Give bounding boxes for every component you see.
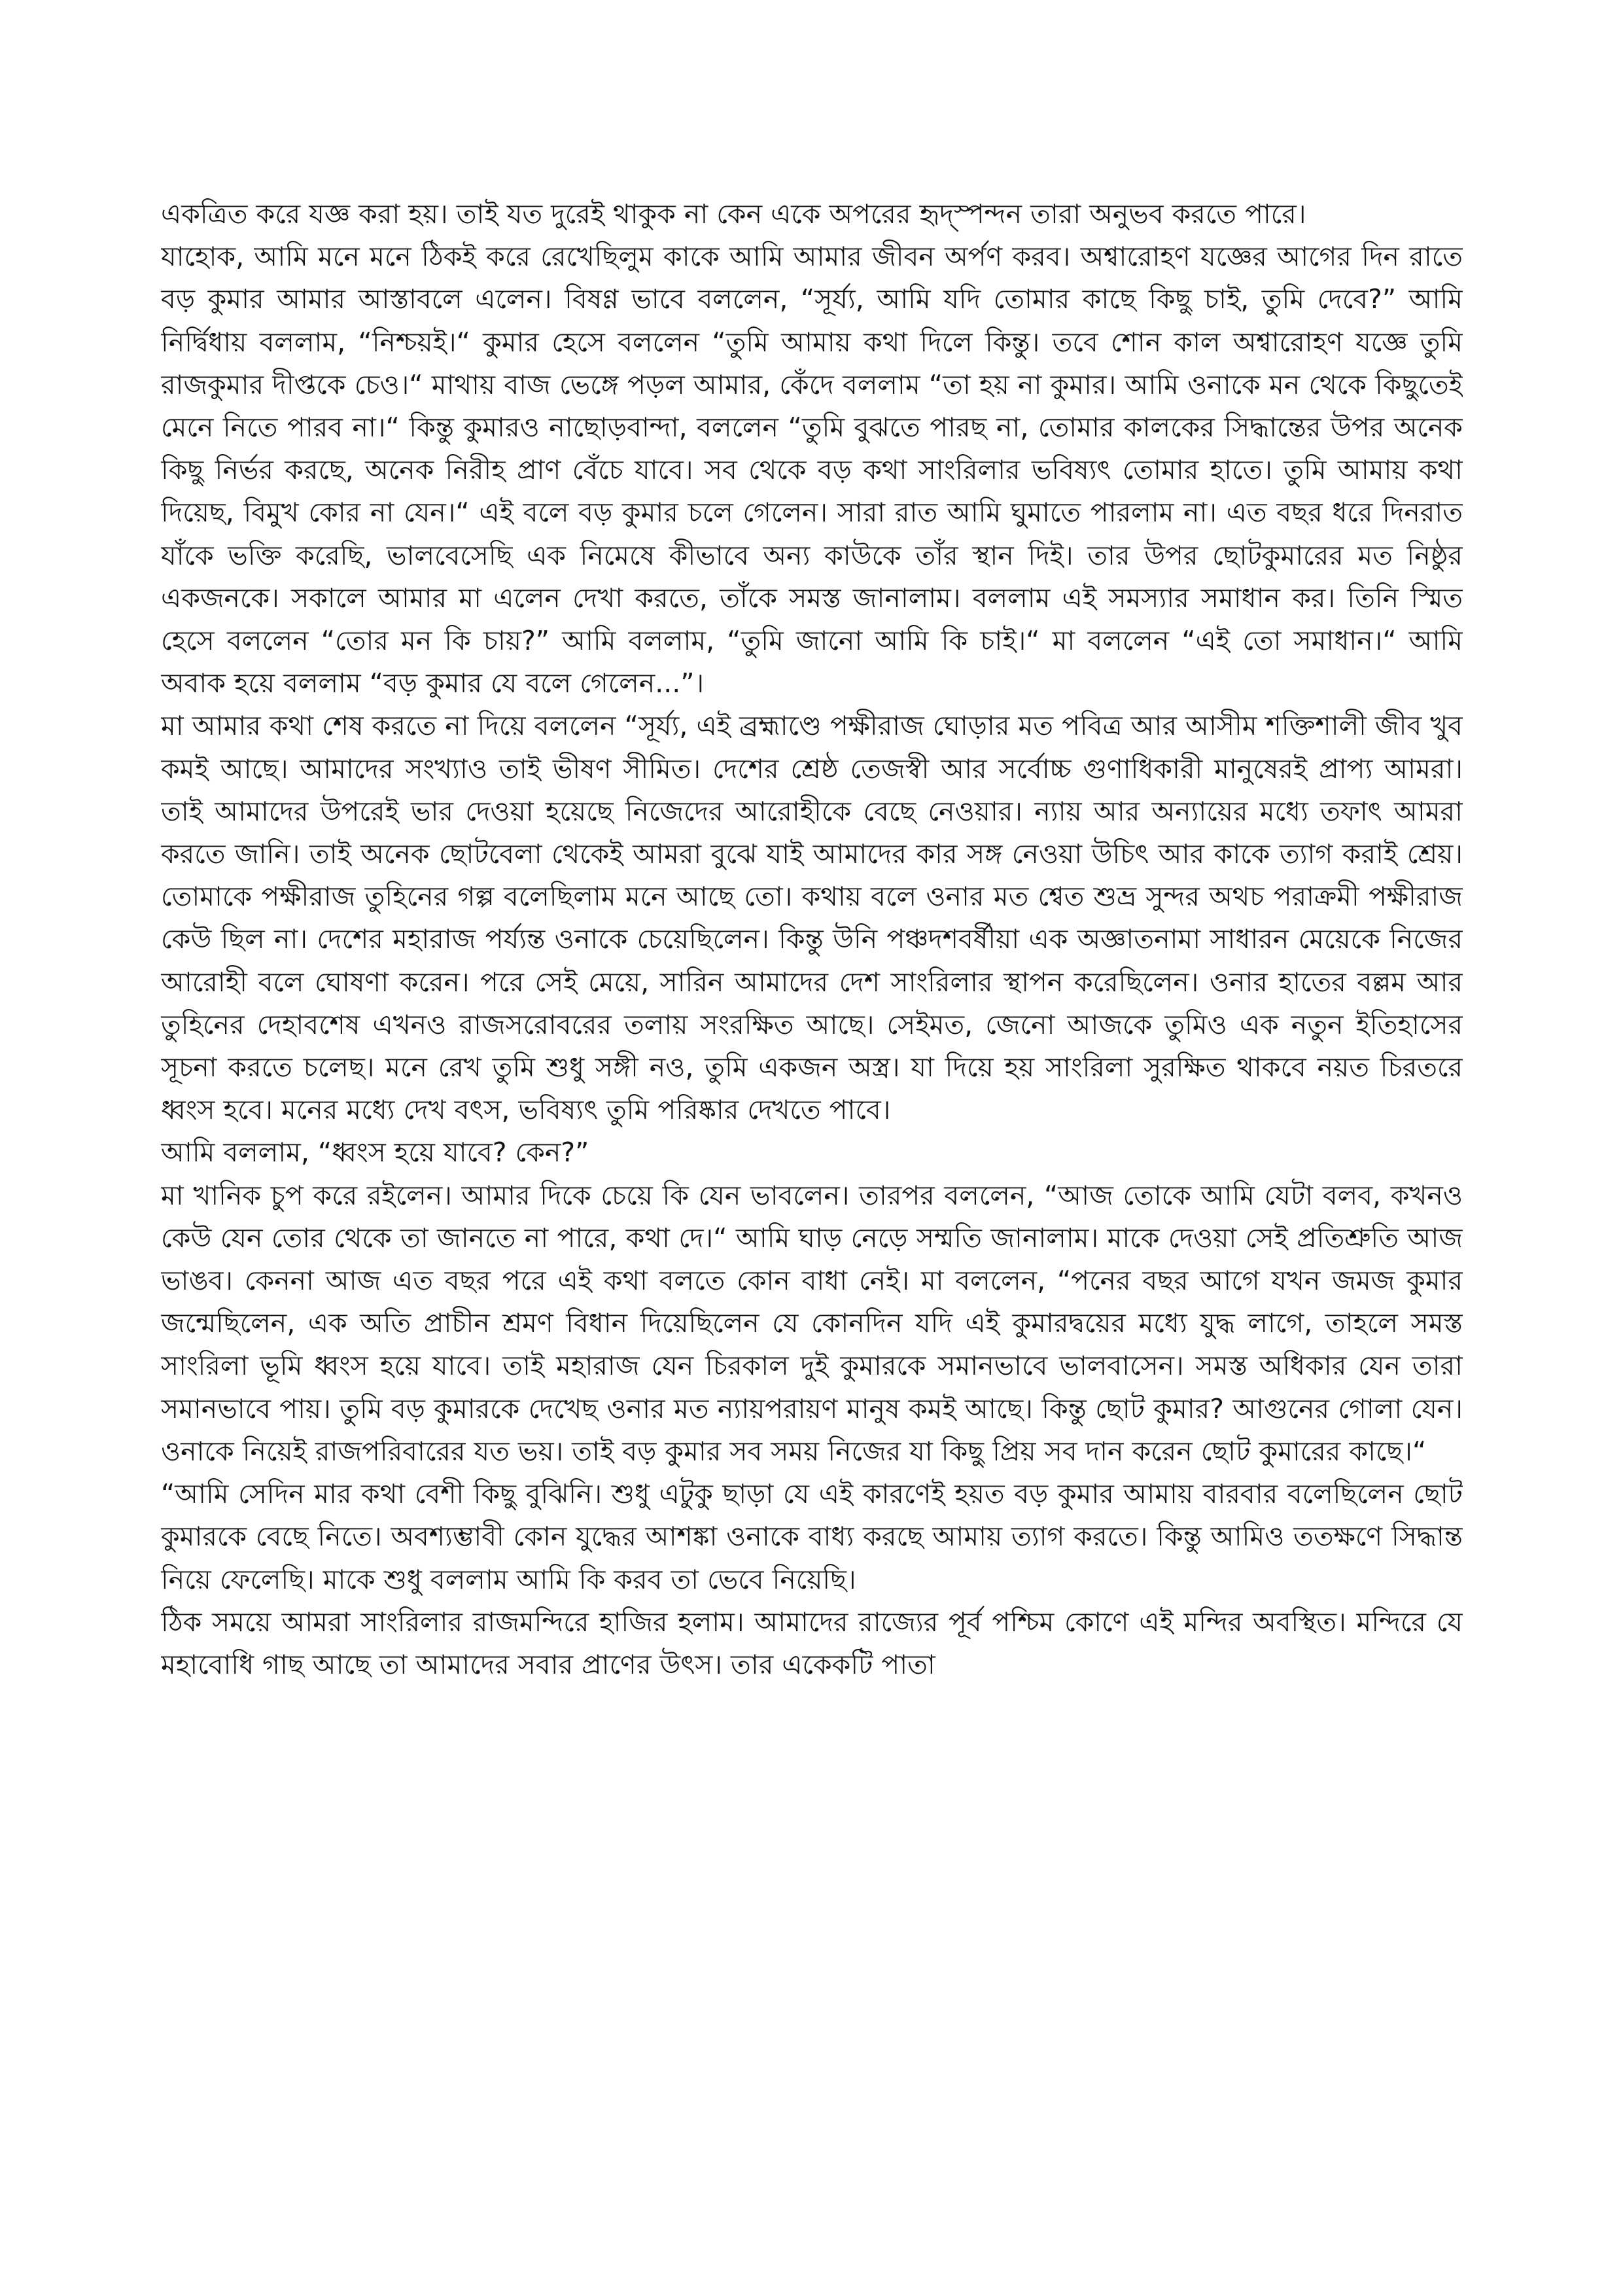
paragraph: মা খানিক চুপ করে রইলেন। আমার দিকে চেয়ে কি যেন ভাবলেন। তারপর বললেন, “আজ তোকে আমি যেটা বলব, কখনও কেউ যেন তোর থেকে তা জানতে না পারে, কথা দে।“ আমি ঘাড় নেড়ে সম্মতি জানালাম। মাকে দেওয়া সেই প্রতিশ্রুতি আজ ভাঙব। কেননা আজ এত বছর পরে এই কথা বলতে কোন বাধা নেই। মা বললেন, “পনের বছর আগে যখন জমজ কুমার জন্মেছিলেন, এক অতি প্রাচীন শ্রমণ বিধান দিয়েছিলেন যে কোনদিন যদি এই কুমারদ্বয়ের মধ্যে যুদ্ধ লাগে, তাহলে সমস্ত সাংরিলা ভূমি ধ্বংস হয়ে যাবে। তাই মহারাজ যেন চিরকাল দুই কুমারকে সমানভাবে ভালবাসেন। সমস্ত অধিকার যেন তারা সমানভাবে পায়। তুমি বড় কুমারকে দেখেছ ওনার মত ন্যায়পরায়ণ মানুষ কমই আছে। কিন্তু ছোট কুমার? আগুনের গোলা যেন। ওনাকে নিয়েই রাজপরিবারের যত ভয়। তাই বড় কুমার সব সময় নিজের যা কিছু প্রিয় সব দান করেন ছোট কুমারের কাছে।“ bbox=[161, 1179, 1463, 1467]
paragraph: একত্রিত করে যজ্ঞ করা হয়। তাই যত দুরেই থাকুক না কেন একে অপরের হৃদ্‌স্পন্দন তারা অনুভব করতে পারে। bbox=[161, 198, 1306, 230]
paragraph: “আমি সেদিন মার কথা বেশী কিছু বুঝিনি। শুধু এটুকু ছাড়া যে এই কারণেই হয়ত বড় কুমার আমায় বারবার বলেছিলেন ছোট কুমারকে বেছে নিতে। অবশ্যম্ভাবী কোন যুদ্ধের আশঙ্কা ওনাকে বাধ্য করছে আমায় ত্যাগ করতে। কিন্তু আমিও ততক্ষণে সিদ্ধান্ত নিয়ে ফেলেছি। মাকে শুধু বললাম আমি কি করব তা ভেবে নিয়েছি। bbox=[161, 1478, 1463, 1595]
paragraph: আমি বললাম, “ধ্বংস হয়ে যাবে? কেন?” bbox=[161, 1137, 589, 1169]
document-page bbox=[161, 193, 1463, 2221]
paragraph: ঠিক সময়ে আমরা সাংরিলার রাজমন্দিরে হাজির হলাম। আমাদের রাজ্যের পূর্ব পশ্চিম কোণে এই মন্দির অবস্থিত। মন্দিরে যে মহাবোধি গাছ আছে তা আমাদের সবার প্রাণের উৎস। তার একেকটি পাতা bbox=[161, 1606, 1463, 1680]
paragraph: মা আমার কথা শেষ করতে না দিয়ে বললেন “সূর্য্য, এই ব্রহ্মাণ্ডে পক্ষীরাজ ঘোড়ার মত পবিত্র আর আসীম শক্তিশালী জীব খুব কমই আছে। আমাদের সংখ্যাও তাই ভীষণ সীমিত। দেশের শ্রেষ্ঠ তেজস্বী আর সর্বোচ্চ গুণাধিকারী মানুষেরই প্রাপ্য আমরা। তাই আমাদের উপরেই ভার দেওয়া হয়েছে নিজেদের আরোহীকে বেছে নেওয়ার। ন্যায় আর অন্যায়ের মধ্যে তফাৎ আমরা করতে জানি। তাই অনেক ছোটবেলা থেকেই আমরা বুঝে যাই আমাদের কার সঙ্গ নেওয়া উচিৎ আর কাকে ত্যাগ করাই শ্রেয়। তোমাকে পক্ষীরাজ তুহিনের গল্প বলেছিলাম মনে আছে তো। কথায় বলে ওনার মত শ্বেত শুভ্র সুন্দর অথচ পরাক্রমী পক্ষীরাজ কেউ ছিল না। দেশের মহারাজ পর্য্যন্ত ওনাকে চেয়েছিলেন। কিন্তু উনি পঞ্চদশবর্ষীয়া এক অজ্ঞাতনামা সাধারন মেয়েকে নিজের আরোহী বলে ঘোষণা করেন। পরে সেই মেয়ে, সারিন আমাদের দেশ সাংরিলার স্থাপন করেছিলেন। ওনার হাতের বল্লম আর তুহিনের দেহাবশেষ এখনও রাজসরোবরের তলায় সংরক্ষিত আছে। সেইমত, জেনো আজকে তুমিও এক নতুন ইতিহাসের সূচনা করতে চলেছ। মনে রেখ তুমি শুধু সঙ্গী নও, তুমি একজন অস্ত্র। যা দিয়ে হয় সাংরিলা সুরক্ষিত থাকবে নয়ত চিরতরে ধ্বংস হবে। মনের মধ্যে দেখ বৎস, ভবিষ্যৎ তুমি পরিষ্কার দেখতে পাবে। bbox=[161, 710, 1463, 1126]
paragraph: যাহোক, আমি মনে মনে ঠিকই করে রেখেছিলুম কাকে আমি আমার জীবন অর্পণ করব। অশ্বারোহণ যজ্ঞের আগের দিন রাতে বড় কুমার আমার আস্তাবলে এলেন। বিষণ্ণ ভাবে বললেন, “সূর্য্য, আমি যদি তোমার কাছে কিছু চাই, তুমি দেবে?” আমি নির্দ্বিধায় বললাম, “নিশ্চয়ই।“ কুমার হেসে বললেন “তুমি আমায় কথা দিলে কিন্তু। তবে শোন কাল অশ্বারোহণ যজ্ঞে তুমি রাজকুমার দীপ্তকে চেও।“ মাথায় বাজ ভেঙ্গে পড়ল আমার, কেঁদে বললাম “তা হয় না কুমার। আমি ওনাকে মন থেকে কিছুতেই মেনে নিতে পারব না।“ কিন্তু কুমারও নাছোড়বান্দা, বললেন “তুমি বুঝতে পারছ না, তোমার কালকের সিদ্ধান্তের উপর অনেক কিছু নির্ভর করছে, অনেক নিরীহ প্রাণ বেঁচে যাবে। সব থেকে বড় কথা সাংরিলার ভবিষ্যৎ তোমার হাতে। তুমি আমায় কথা দিয়েছ, বিমুখ কোর না যেন।“ এই বলে বড় কুমার চলে গেলেন। সারা রাত আমি ঘুমাতে পারলাম না। এত বছর ধরে দিনরাত যাঁকে ভক্তি করেছি, ভালবেসেছি এক নিমেষে কীভাবে অন্য কাউকে তাঁর স্থান দিই। তার উপর ছোটকুমারের মত নিষ্ঠুর একজনকে। সকালে আমার মা এলেন দেখা করতে, তাঁকে সমস্ত জানালাম। বললাম এই সমস্যার সমাধান কর। তিনি স্মিত হেসে বললেন “তোর মন কি চায়?” আমি বললাম, “তুমি জানো আমি কি চাই।“ মা বললেন “এই তো সমাধান।“ আমি অবাক হয়ে বললাম “বড় কুমার যে বলে গেলেন...”। bbox=[161, 241, 1463, 699]
